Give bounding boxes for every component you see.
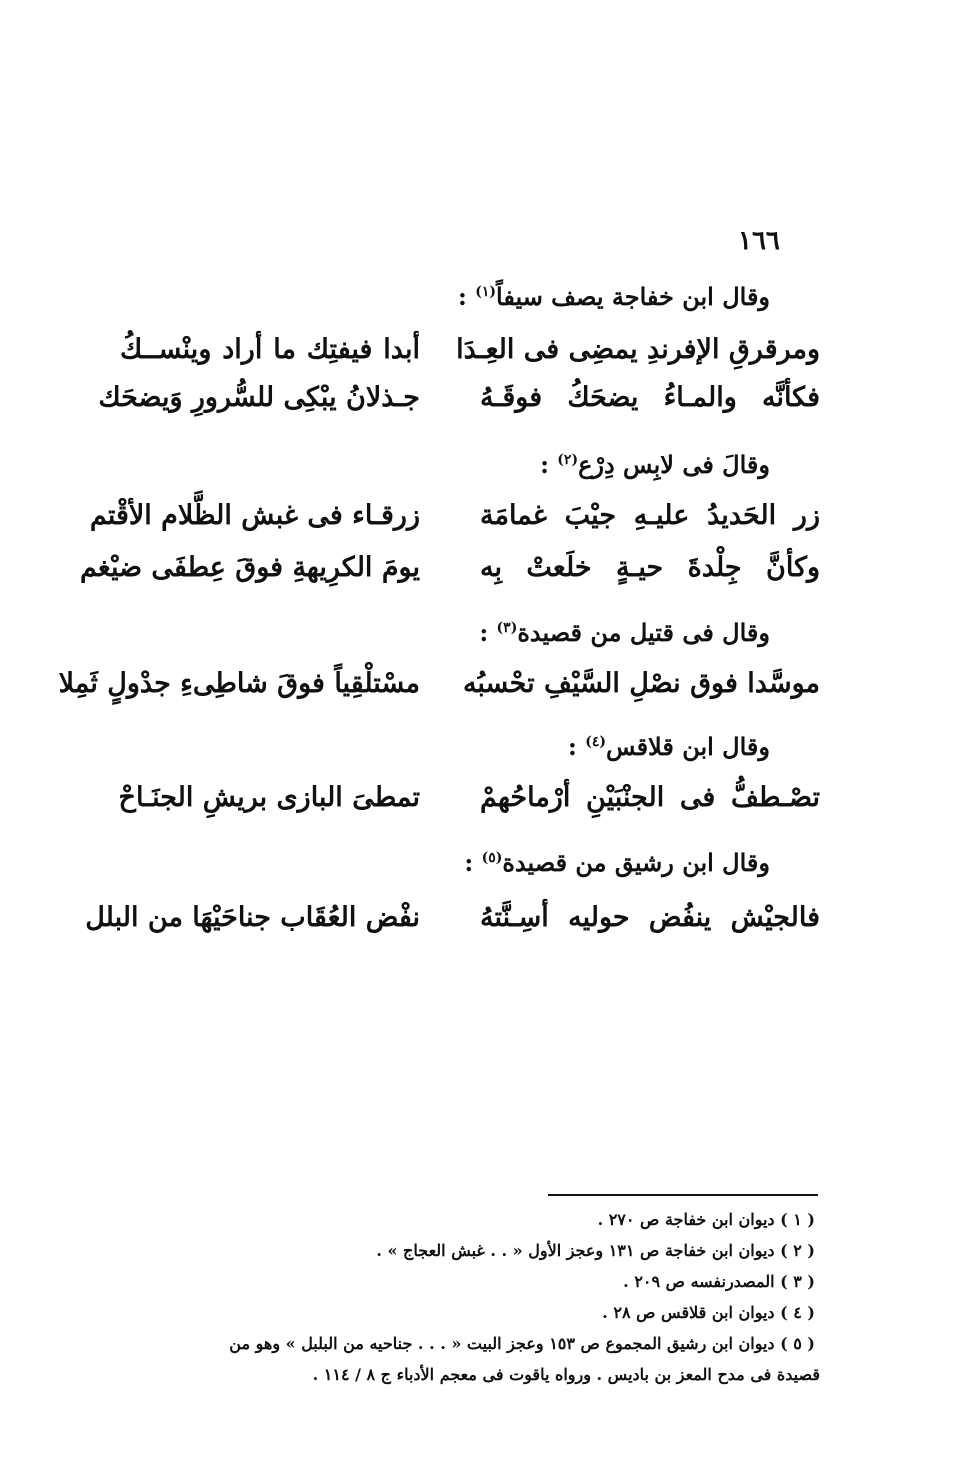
verse-line xyxy=(120,328,820,372)
verse-second-hemistich: جـذلانُ يبْكِى للسُّرورِ وَيضحَك xyxy=(98,382,420,413)
intro-text: وقال ابن رشيق من قصيدة xyxy=(502,848,770,877)
footnote: ( ١ ) ديوان ابن خفاجة ص ٢٧٠ . xyxy=(597,1210,815,1229)
footnote: ( ٥ ) ديوان ابن رشيق المجموع ص ١٥٣ وعجز البيت « . . . جناحيه من البلبل » وهو من xyxy=(229,1334,815,1353)
section-intro xyxy=(170,846,770,880)
verse-line xyxy=(85,896,820,940)
verse-first-hemistich: ومرقرقِ الإفرندِ يمضِى فى العِـدَا xyxy=(456,334,820,365)
verse-line xyxy=(120,776,820,820)
verse-second-hemistich: تمطىَ البازى بريشِ الجنَـاحْ xyxy=(118,782,420,813)
footnote: ( ٣ ) المصدرنفسه ص ٢٠٩ . xyxy=(623,1272,815,1291)
section-intro xyxy=(170,616,770,650)
verse-first-hemistich: موسَّدا فوق نصْلِ السَّيْفِ تحْسبُه xyxy=(462,668,820,699)
verse-second-hemistich: أبدا فيفتِك ما أراد وينْســكُ xyxy=(120,334,420,365)
intro-text: وقال ابن قلاقس xyxy=(605,732,770,761)
intro-colon: : xyxy=(458,282,476,311)
intro-colon: : xyxy=(464,848,482,877)
footnote-ref: (٥) xyxy=(481,850,503,866)
footnote-separator xyxy=(548,1194,818,1196)
section-intro xyxy=(170,730,770,764)
verse-line xyxy=(89,494,820,538)
section-intro xyxy=(170,280,770,314)
footnote-ref: (٣) xyxy=(496,620,518,636)
verse-second-hemistich: يومَ الكرِيهةِ فوقَ عِطفَى ضيْغم xyxy=(79,552,420,583)
footnote: ( ٢ ) ديوان ابن خفاجة ص ١٣١ وعجز الأول « . . غبش العجاج » . xyxy=(376,1241,815,1260)
verse-first-hemistich: فكأنَّه والمـاءُ يضحَكُ فوقَـهُ xyxy=(480,382,820,413)
intro-text: وقال ابن خفاجة يصف سيفاً xyxy=(496,282,770,311)
intro-text: وقال فى قتيل من قصيدة xyxy=(517,618,770,647)
footnote-ref: (٢) xyxy=(557,452,579,468)
verse-first-hemistich: وكأنَّ جِلْدةَ حيـةٍ خلَعتْ بِه xyxy=(480,552,820,583)
footnote-ref: (١) xyxy=(475,284,497,300)
verse-second-hemistich: مسْتلْقِياً فوقَ شاطِىءِ جدْولٍ ثَمِلا xyxy=(58,668,420,699)
intro-colon: : xyxy=(479,618,497,647)
verse-line xyxy=(98,376,820,420)
intro-text: وقالَ فى لابِس دِرْع xyxy=(578,450,770,479)
page-number: ١٦٦ xyxy=(738,226,780,256)
verse-second-hemistich: نفْض العُقَاب جناحَيْهَا من البلل xyxy=(85,902,420,933)
verse-first-hemistich: تصْـطفُّ فى الجنْبَيْنِ أرْماحُهمْ xyxy=(480,782,820,813)
footnote-continuation: قصيدة فى مدح المعز بن باديس . ورواه ياقوت فى معجم الأدباء ج ٨ / ١١٤ . xyxy=(312,1365,820,1384)
verse-line xyxy=(79,546,820,590)
verse-line xyxy=(58,662,820,706)
intro-colon: : xyxy=(540,450,558,479)
verse-second-hemistich: زرقـاء فى غبش الظَّلام الأقْتم xyxy=(89,500,420,531)
footnote-ref: (٤) xyxy=(585,734,606,750)
footnote: ( ٤ ) ديوان ابن قلاقس ص ٢٨ . xyxy=(602,1303,815,1322)
verse-first-hemistich: زر الحَديدُ عليـهِ جيْبَ غمامَة xyxy=(480,500,820,531)
section-intro xyxy=(170,448,770,482)
intro-colon: : xyxy=(567,732,586,761)
verse-first-hemistich: فالجيْش ينفُض حوليه أسِـنَّتهُ xyxy=(480,902,820,933)
